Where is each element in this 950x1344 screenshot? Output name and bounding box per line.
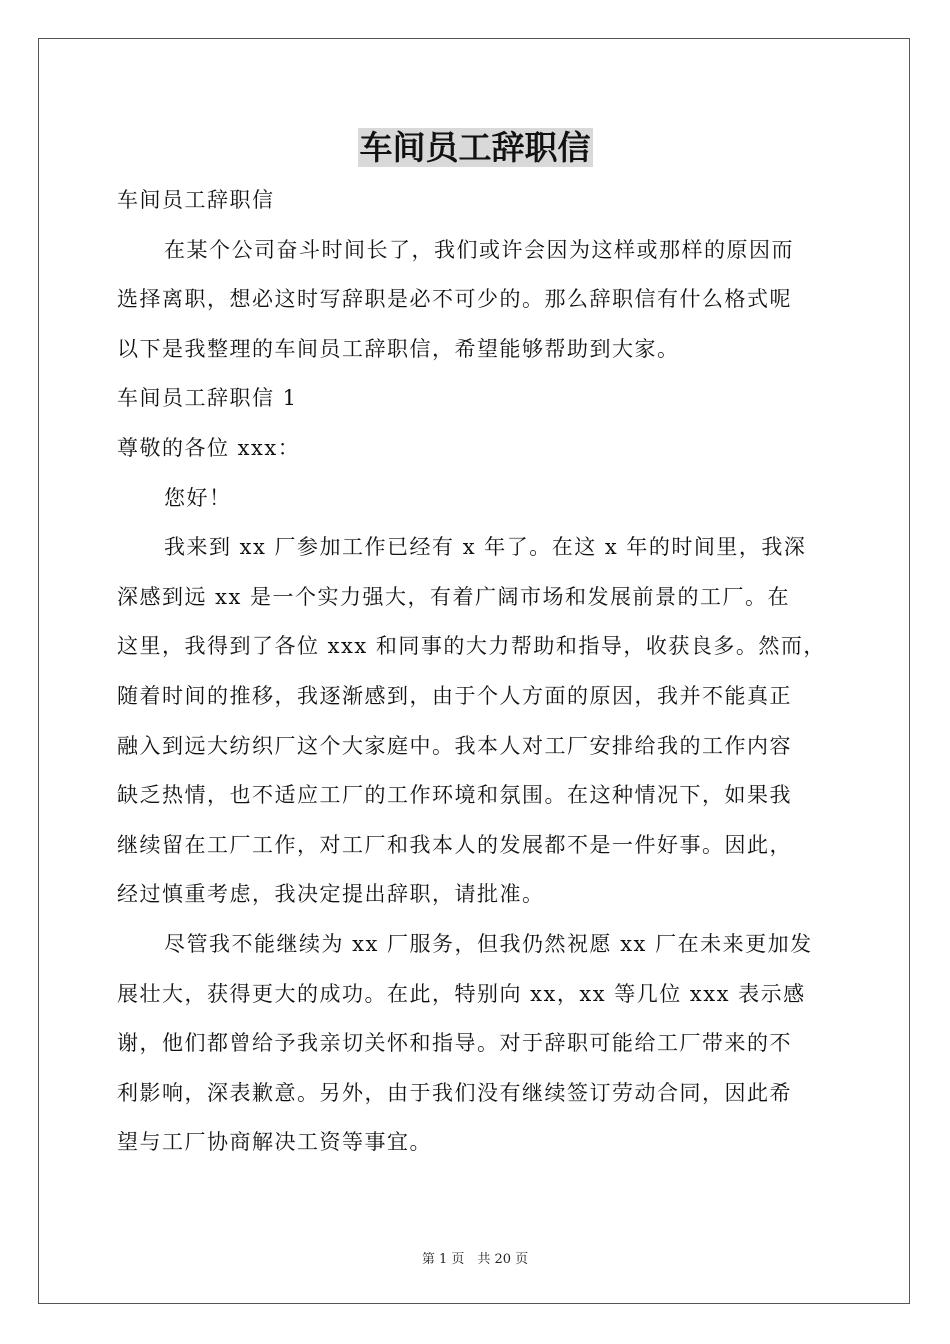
body-line-para2-5: 望与工厂协商解决工资等事宜。 (117, 1130, 432, 1155)
body-line-salutation: 尊敬的各位 xxx： (117, 435, 301, 460)
body-line-section-heading: 车间员工辞职信 1 (117, 386, 298, 411)
document-title (0, 126, 950, 170)
body-line-intro-1: 在某个公司奋斗时间长了，我们或许会因为这样或那样的原因而 (164, 237, 794, 262)
body-line-subtitle: 车间员工辞职信 (117, 188, 275, 212)
document-body (117, 176, 837, 1168)
body-line-para1-5: 融入到远大纺织厂这个大家庭中。我本人对工厂安排给我的工作内容 (117, 733, 792, 758)
page-number-footer: 第 1 页 共 20 页 (421, 1252, 529, 1267)
body-line-para1-8: 经过慎重考虑，我决定提出辞职，请批准。 (117, 882, 545, 907)
body-line-intro-3: 以下是我整理的车间员工辞职信，希望能够帮助到大家。 (117, 336, 680, 361)
body-line-para2-4: 利影响，深表歉意。另外，由于我们没有继续签订劳动合同，因此希 (117, 1080, 792, 1105)
title-text: 车间员工辞职信 (359, 128, 591, 167)
body-line-para2-1: 尽管我不能继续为 xx 厂服务，但我仍然祝愿 xx 厂在未来更加发 (164, 931, 813, 956)
body-line-para2-2: 展壮大，获得更大的成功。在此，特别向 xx，xx 等几位 xxx 表示感 (117, 981, 806, 1006)
body-line-para1-6: 缺乏热情，也不适应工厂的工作环境和氛围。在这种情况下，如果我 (117, 783, 792, 808)
body-line-para1-2: 深感到远 xx 是一个实力强大，有着广阔市场和发展前景的工厂。在 (117, 584, 791, 609)
body-line-para1-7: 继续留在工厂工作，对工厂和我本人的发展都不是一件好事。因此， (117, 832, 792, 857)
body-line-intro-2: 选择离职，想必这时写辞职是必不可少的。那么辞职信有什么格式呢 (117, 287, 792, 312)
body-line-para1-3: 这里，我得到了各位 xxx 和同事的大力帮助和指导，收获良多。然而， (117, 634, 826, 659)
body-line-para1-4: 随着时间的推移，我逐渐感到，由于个人方面的原因，我并不能真正 (117, 683, 792, 708)
body-line-greeting: 您好！ (164, 485, 232, 510)
body-line-para2-3: 谢，他们都曾给予我亲切关怀和指导。对于辞职可能给工厂带来的不 (117, 1031, 792, 1056)
body-line-para1-1: 我来到 xx 厂参加工作已经有 x 年了。在这 x 年的时间里，我深 (164, 535, 807, 560)
